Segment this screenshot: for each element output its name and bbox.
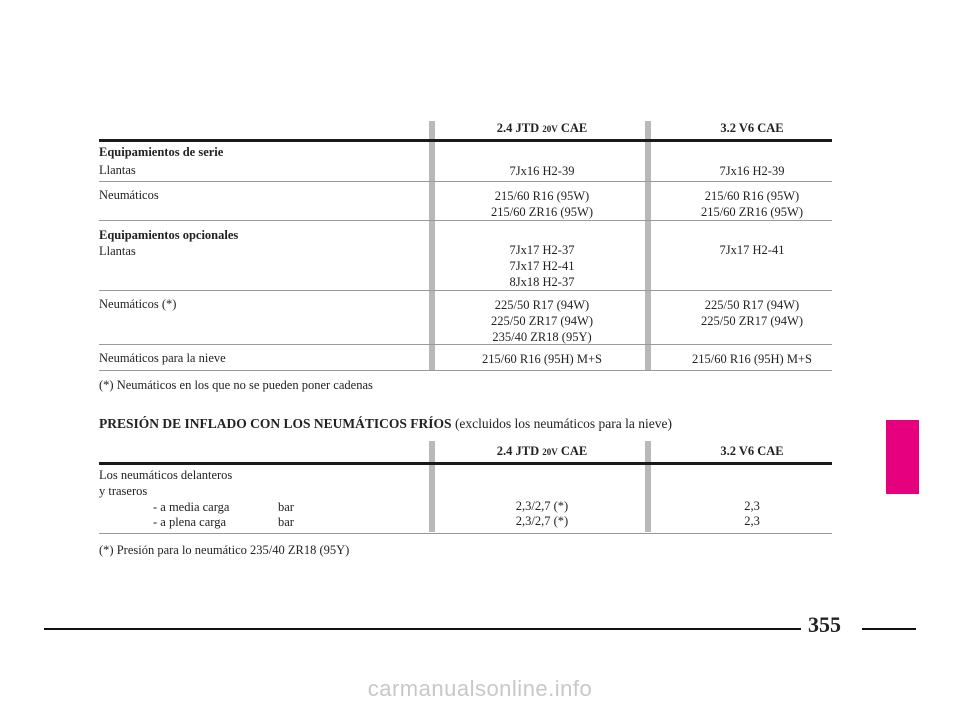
footer-rule-right — [862, 628, 916, 630]
watermark: carmanualsonline.info — [367, 676, 593, 701]
footer-rule-left — [44, 628, 801, 630]
column-separator-1 — [429, 441, 435, 532]
table-cell: 2,3/2,7 (*) — [515, 499, 569, 513]
pressure-label: Los neumáticos delanteros — [99, 468, 233, 482]
table-cell: 225/50 R17 (94W) 225/50 ZR17 (94W) 235/40 ZR18 (95Y) — [490, 298, 594, 344]
section-heading-optional: Equipamientos opcionales — [99, 228, 239, 242]
row-label: Neumáticos (*) — [99, 297, 177, 311]
table-cell: 7Jx17 H2-37 7Jx17 H2-41 8Jx18 H2-37 — [509, 243, 575, 289]
row-label: Llantas — [99, 244, 136, 258]
table2-footnote: (*) Presión para lo neumático 235/40 ZR18 (95Y) — [99, 543, 350, 557]
table-cell: 225/50 R17 (94W) 225/50 ZR17 (94W) — [700, 298, 804, 328]
table1-header-col1: 2.4 JTD 20V CAE — [496, 121, 588, 135]
sub-row-label: - a plena carga — [153, 515, 226, 529]
row-divider — [99, 290, 832, 291]
table-cell: 7Jx16 H2-39 — [509, 164, 575, 178]
table-cell: 7Jx17 H2-41 — [719, 243, 785, 257]
table1-header-rule — [99, 139, 832, 142]
table-cell: 215/60 R16 (95H) M+S — [482, 352, 602, 366]
sub-row-unit: bar — [278, 500, 294, 514]
pressure-label: y traseros — [99, 484, 148, 498]
table-cell: 2,3/2,7 (*) — [515, 514, 569, 528]
table-cell: 2,3 — [744, 514, 760, 528]
sub-row-unit: bar — [278, 515, 294, 529]
sub-row-label: - a media carga — [153, 500, 230, 514]
section-heading-standard: Equipamientos de serie — [99, 145, 224, 159]
table1-footnote: (*) Neumáticos en los que no se pueden poner cadenas — [99, 378, 373, 392]
chapter-tab — [886, 420, 919, 494]
row-divider — [99, 344, 832, 345]
table-cell: 215/60 R16 (95W) 215/60 ZR16 (95W) — [700, 189, 804, 219]
column-separator-1 — [429, 121, 435, 370]
table-cell: 2,3 — [744, 499, 760, 513]
table1-header-col2: 3.2 V6 CAE — [720, 121, 784, 135]
row-divider — [99, 181, 832, 182]
row-label: Neumáticos para la nieve — [99, 351, 226, 365]
table-cell: 215/60 R16 (95W) 215/60 ZR16 (95W) — [490, 189, 594, 219]
table-cell: 215/60 R16 (95H) M+S — [692, 352, 812, 366]
page-number: 355 — [808, 612, 841, 637]
table-cell: 7Jx16 H2-39 — [719, 164, 785, 178]
table2-header-col1: 2.4 JTD 20V CAE — [496, 444, 588, 458]
row-label: Neumáticos — [99, 188, 159, 202]
pressure-section-title: PRESIÓN DE INFLADO CON LOS NEUMÁTICOS FRÍOS (excluidos los neumáticos para la nieve) — [99, 416, 672, 431]
row-divider — [99, 370, 832, 371]
table2-header-col2: 3.2 V6 CAE — [720, 444, 784, 458]
row-divider — [99, 220, 832, 221]
row-divider — [99, 533, 832, 534]
row-label: Llantas — [99, 163, 136, 177]
table2-header-rule — [99, 462, 832, 465]
